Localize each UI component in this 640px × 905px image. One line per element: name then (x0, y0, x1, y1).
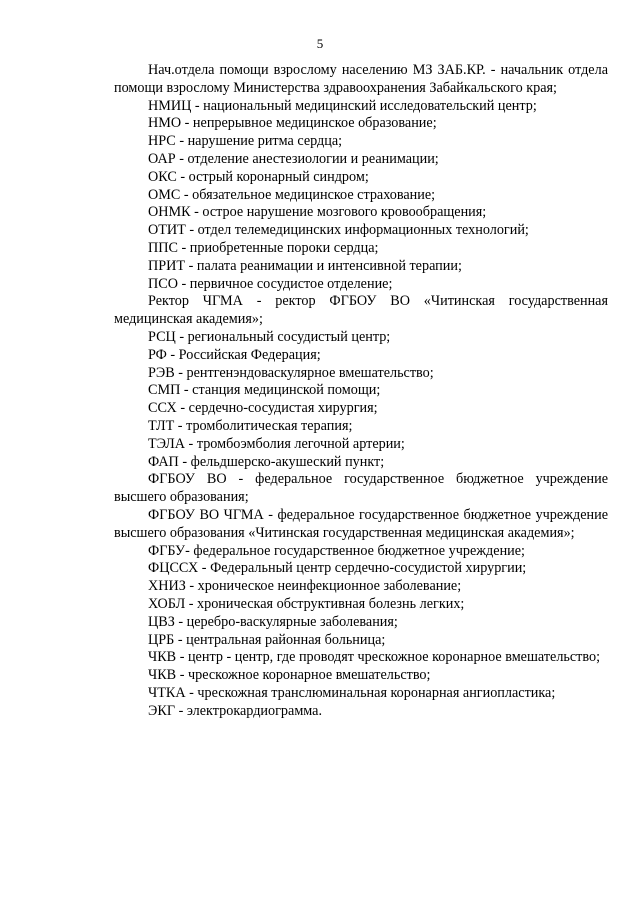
abbrev-entry-otit: ОТИТ - отдел телемедицинских информационных технологий; (148, 222, 529, 239)
abbrev-entry-oks: ОКС - острый коронарный синдром; (148, 168, 369, 185)
abbrev-entry-rector-chgma: Ректор ЧГМА - ректор ФГБОУ ВО «Читинская государственная медицинская академия»; (114, 293, 608, 328)
abbrev-entry-fcssh: ФЦССХ - Федеральный центр сердечно-сосудистой хирургии; (148, 560, 527, 577)
abbreviations-list (114, 62, 608, 720)
abbrev-entry-nmo: НМО - непрерывное медицинское образование; (148, 115, 437, 132)
abbrev-entry-rev: РЭВ - рентгенэндоваскулярное вмешательство; (148, 364, 434, 381)
abbrev-entry-pso: ПСО - первичное сосудистое отделение; (148, 275, 393, 292)
abbrev-entry-chkv: ЧКВ - чрескожное коронарное вмешательство; (148, 667, 431, 684)
abbrev-entry-tlt: ТЛТ - тромболитическая терапия; (148, 417, 353, 434)
abbrev-entry-fap: ФАП - фельдшерско-акушеский пункт; (148, 453, 385, 470)
abbrev-entry-rf: РФ - Российская Федерация; (148, 346, 321, 363)
abbrev-entry-onmk: ОНМК - острое нарушение мозгового кровообращения; (148, 204, 487, 221)
abbrev-entry-fgbou-vo-chgma: ФГБОУ ВО ЧГМА - федеральное государственное бюджетное учреждение высшего образования «Читинская государственная медицинская академия»; (114, 506, 608, 541)
abbrev-entry-hniz: ХНИЗ - хроническое неинфекционное заболевание; (148, 578, 462, 595)
abbrev-entry-nmic: НМИЦ - национальный медицинский исследовательский центр; (148, 97, 537, 114)
abbrev-entry-fgbou-vo: ФГБОУ ВО - федеральное государственное бюджетное учреждение высшего образования; (114, 471, 608, 506)
abbrev-entry-oms: ОМС - обязательное медицинское страхование; (148, 186, 436, 203)
abbrev-entry-nrs: НРС - нарушение ритма сердца; (148, 133, 343, 150)
abbrev-entry-ekg: ЭКГ - электрокардиограмма. (148, 702, 323, 719)
abbrev-entry-oar: ОАР - отделение анестезиологии и реанимации; (148, 150, 439, 167)
abbrev-entry-cvz: ЦВЗ - церебро-васкулярные заболевания; (148, 613, 398, 630)
abbrev-entry-prit: ПРИТ - палата реанимации и интенсивной терапии; (148, 257, 462, 274)
abbrev-entry-chtka: ЧТКА - чрескожная транслюминальная коронарная ангиопластика; (148, 684, 556, 701)
abbrev-entry-head-adult-care: Нач.отдела помощи взрослому населению МЗ ЗАБ.КР. - начальник отдела помощи взрослому Министерства здравоохранения Забайкальского края; (114, 62, 608, 96)
page-number: 5 (316, 36, 324, 51)
abbrev-entry-rsc: РСЦ - региональный сосудистый центр; (148, 328, 391, 345)
abbrev-entry-hobl: ХОБЛ - хроническая обструктивная болезнь легких; (148, 595, 465, 612)
abbrev-entry-pps: ППС - приобретенные пороки сердца; (148, 239, 379, 256)
abbrev-entry-ssh: ССХ - сердечно-сосудистая хирургия; (148, 400, 378, 417)
abbrev-entry-fgbu: ФГБУ- федеральное государственное бюджетное учреждение; (148, 542, 525, 559)
abbrev-entry-smp: СМП - станция медицинской помощи; (148, 382, 381, 399)
abbrev-entry-crb: ЦРБ - центральная районная больница; (148, 631, 386, 648)
abbrev-entry-chkv-center: ЧКВ - центр - центр, где проводят чрескожное коронарное вмешательство; (148, 649, 601, 666)
abbrev-entry-tela: ТЭЛА - тромбоэмболия легочной артерии; (148, 435, 405, 452)
